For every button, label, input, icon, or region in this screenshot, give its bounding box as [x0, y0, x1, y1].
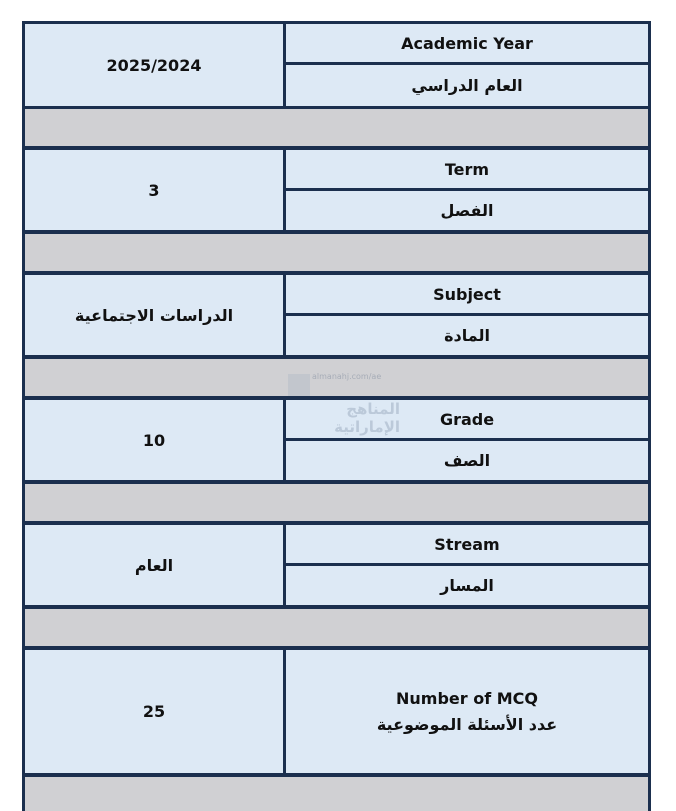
stream-value-text: العام	[134, 555, 174, 575]
mcq-value	[25, 650, 283, 773]
term-label-ar-text: الفصل	[440, 201, 494, 220]
stream-label-en-text: Stream	[434, 534, 500, 554]
grade-value	[25, 400, 283, 480]
spacer-row-4	[25, 484, 648, 521]
academic-year-label-ar	[286, 65, 648, 106]
term-value	[25, 150, 283, 230]
subject-value	[25, 275, 283, 355]
subject-value-text: الدراسات الاجتماعية	[74, 305, 234, 325]
stream-value	[25, 525, 283, 605]
academic-year-value-text: 2025/2024	[106, 55, 202, 75]
stream-label-en	[286, 525, 648, 563]
spacer-row-2	[25, 234, 648, 271]
mcq-label	[286, 650, 648, 773]
grade-value-text: 10	[142, 430, 166, 450]
watermark-text: المناهج الإماراتية	[334, 400, 400, 436]
academic-year-label-en-text: Academic Year	[401, 33, 533, 53]
grade-label-en	[286, 400, 648, 438]
subject-label-en-text: Subject	[433, 284, 501, 304]
term-label-ar	[286, 191, 648, 230]
spacer-row-3	[25, 359, 648, 396]
spacer-row-5	[25, 609, 648, 646]
term-label-en	[286, 150, 648, 188]
spacer-row-6	[25, 777, 648, 811]
subject-label-en	[286, 275, 648, 313]
term-label-en-text: Term	[444, 159, 490, 179]
stream-label-ar-text: المسار	[440, 576, 494, 595]
stream-label-ar	[286, 566, 648, 605]
academic-year-value	[25, 24, 283, 106]
subject-label-ar-text: المادة	[444, 326, 490, 345]
mcq-label-en-text: Number of MCQ	[395, 688, 538, 708]
grade-label-ar	[286, 441, 648, 480]
mcq-label-ar-text: عدد الأسئلة الموضوعية	[376, 714, 558, 734]
exam-info-table	[22, 21, 651, 811]
watermark-url: almanahj.com/ae	[312, 372, 382, 381]
academic-year-label-ar-text: العام الدراسي	[411, 76, 523, 95]
mcq-value-text: 25	[142, 702, 166, 721]
grade-label-en-text: Grade	[439, 409, 495, 429]
spacer-row-1	[25, 109, 648, 146]
academic-year-label-en	[286, 24, 648, 62]
term-value-text: 3	[148, 180, 160, 200]
grade-label-ar-text: الصف	[443, 451, 491, 470]
subject-label-ar	[286, 316, 648, 355]
